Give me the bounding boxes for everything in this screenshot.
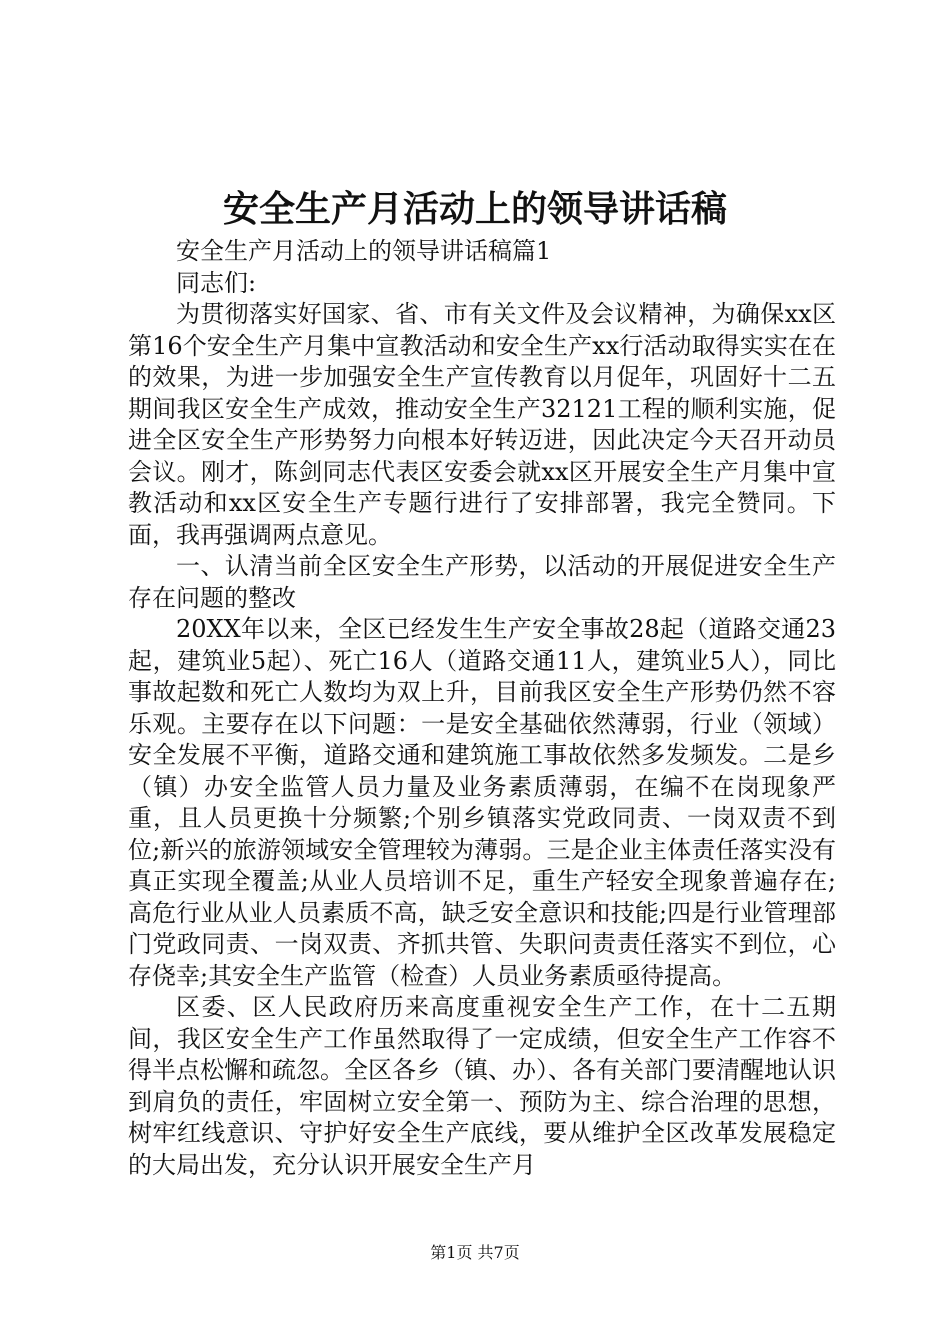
body-paragraph: 为贯彻落实好国家、省、市有关文件及会议精神，为确保xx区第16个安全生产月集中宣教活动和安全生产xx行活动取得实实在在的效果，为进一步加强安全生产宣传教育以月促年，巩固好十二五期间我区安全生产成效，推动安全生产32121工程的顺利实施，促进全区安全生产形势努力向根本好转迈进，因此决定今天召开动员会议。刚才，陈剑同志代表区安委会就xx区开展安全生产月集中宣教活动和xx区安全生产专题行进行了安排部署，我完全赞同。下面，我再强调两点意见。 [128, 300, 836, 549]
section-heading: 安全生产月活动上的领导讲话稿篇1 [176, 237, 552, 265]
salutation: 同志们: [176, 268, 257, 297]
body-paragraph: 区委、区人民政府历来高度重视安全生产工作，在十二五期间，我区安全生产工作虽然取得了一定成绩，但安全生产工作容不得半点松懈和疏忽。全区各乡（镇、办）、各有关部门要清醒地认识到肩负的责任，牢固树立安全第一、预防为主、综合治理的思想，树牢红线意识、守护好安全生产底线，要从维护全区改革发展稳定的大局出发，充分认识开展安全生产月 [128, 993, 836, 1179]
page-number-footer: 第1页 共7页 [430, 1243, 520, 1262]
document-title: 安全生产月活动上的领导讲话稿 [222, 188, 727, 230]
document-body [128, 236, 836, 1181]
body-paragraph: 20XX年以来，全区已经发生生产安全事故28起（道路交通23起，建筑业5起）、死亡16人（道路交通11人，建筑业5人），同比事故起数和死亡人数均为双上升，目前我区安全生产形势仍然不容乐观。主要存在以下问题：一是安全基础依然薄弱，行业（领域）安全发展不平衡，道路交通和建筑施工事故依然多发频发。二是乡（镇）办安全监管人员力量及业务素质薄弱，在编不在岗现象严重，且人员更换十分频繁;个别乡镇落实党政同责、一岗双责不到位;新兴的旅游领域安全管理较为薄弱。三是企业主体责任落实没有真正实现全覆盖;从业人员培训不足，重生产轻安全现象普遍存在;高危行业从业人员素质不高，缺乏安全意识和技能;四是行业管理部门党政同责、一岗双责、齐抓共管、失职问责责任落实不到位，心存侥幸;其安全生产监管（检查）人员业务素质亟待提高。 [128, 615, 836, 990]
subsection-heading: 一、认清当前全区安全生产形势，以活动的开展促进安全生产存在问题的整改 [128, 552, 836, 612]
